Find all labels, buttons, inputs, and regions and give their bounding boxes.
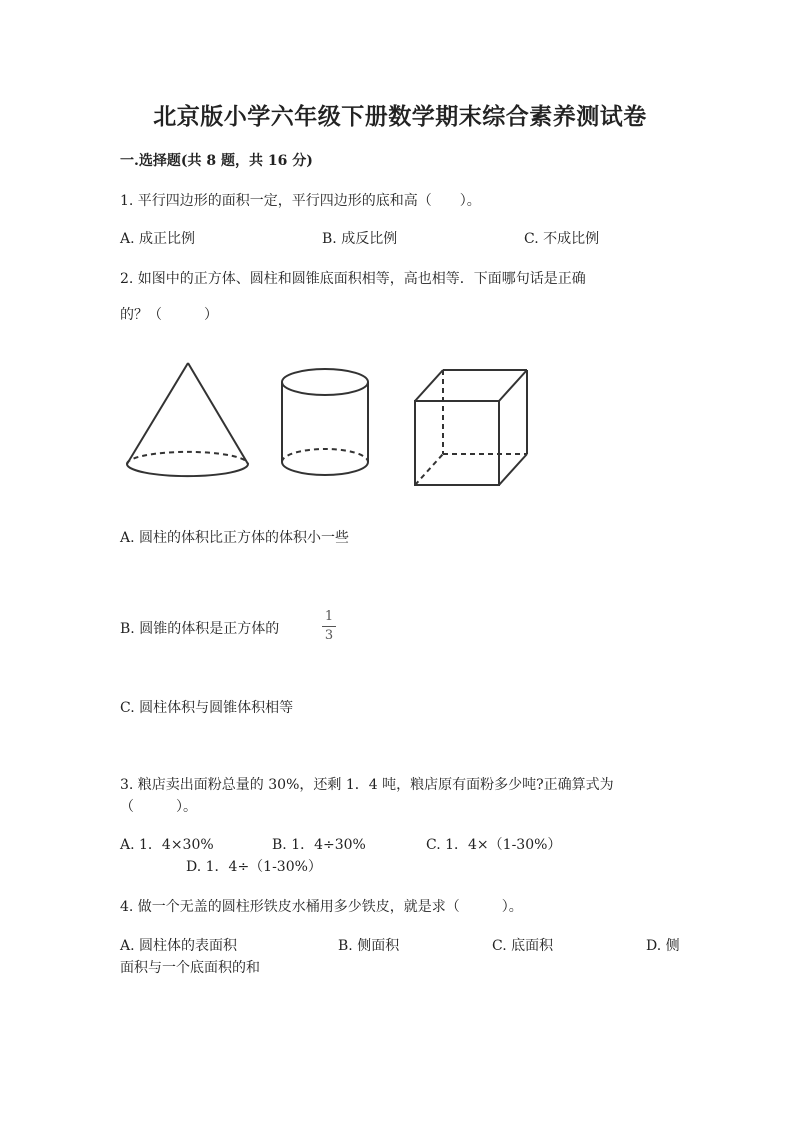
q4-option-c: C. 底面积 [492,938,554,954]
q1-option-a: A. 成正比例 [120,231,196,247]
q3-option-a: A. 1．4×30% [120,837,214,853]
page-title: 北京版小学六年级下册数学期末综合素养测试卷 [153,103,647,130]
fraction-one-third [322,610,336,643]
fraction-bar [322,626,336,627]
q4-option-a: A. 圆柱体的表面积 [120,938,238,954]
cylinder-icon [282,369,368,475]
q2-option-c: C. 圆柱体积与圆锥体积相等 [120,700,294,716]
question-2-stem-line1: 2. 如图中的正方体、圆柱和圆锥底面积相等，高也相等．下面哪句话是正确 [120,271,586,287]
question-2-stem-line2: 的？（ ） [120,307,218,323]
q4-option-d-continued: 面积与一个底面积的和 [120,960,260,976]
q3-option-c: C. 1．4×（1-30%） [426,837,562,853]
fraction-denominator: 3 [324,628,334,643]
question-3-stem-line2: （ ）。 [120,799,197,815]
q4-option-d: D. 侧 [646,938,680,954]
geometry-figure [118,355,538,495]
question-1-stem: 1. 平行四边形的面积一定，平行四边形的底和高（ ）。 [120,193,481,209]
q3-option-b: B. 1．4÷30% [272,837,366,853]
q2-option-a: A. 圆柱的体积比正方体的体积小一些 [120,530,350,546]
question-3-stem-line1: 3. 粮店卖出面粉总量的 30%，还剩 1．4 吨，粮店原有面粉多少吨?正确算式为 [120,777,614,793]
q4-option-b: B. 侧面积 [338,938,400,954]
question-4-stem: 4. 做一个无盖的圆柱形铁皮水桶用多少铁皮，就是求（ ）。 [120,899,523,915]
q1-option-b: B. 成反比例 [322,231,398,247]
cone-icon [127,363,248,476]
section-heading: 一.选择题(共 8 题，共 16 分) [120,153,313,169]
q1-option-c: C. 不成比例 [524,231,600,247]
fraction-numerator: 1 [324,609,334,624]
q2-option-b: B. 圆锥的体积是正方体的 [120,621,280,637]
cube-icon [415,370,527,485]
q3-option-d: D. 1．4÷（1-30%） [186,859,322,875]
